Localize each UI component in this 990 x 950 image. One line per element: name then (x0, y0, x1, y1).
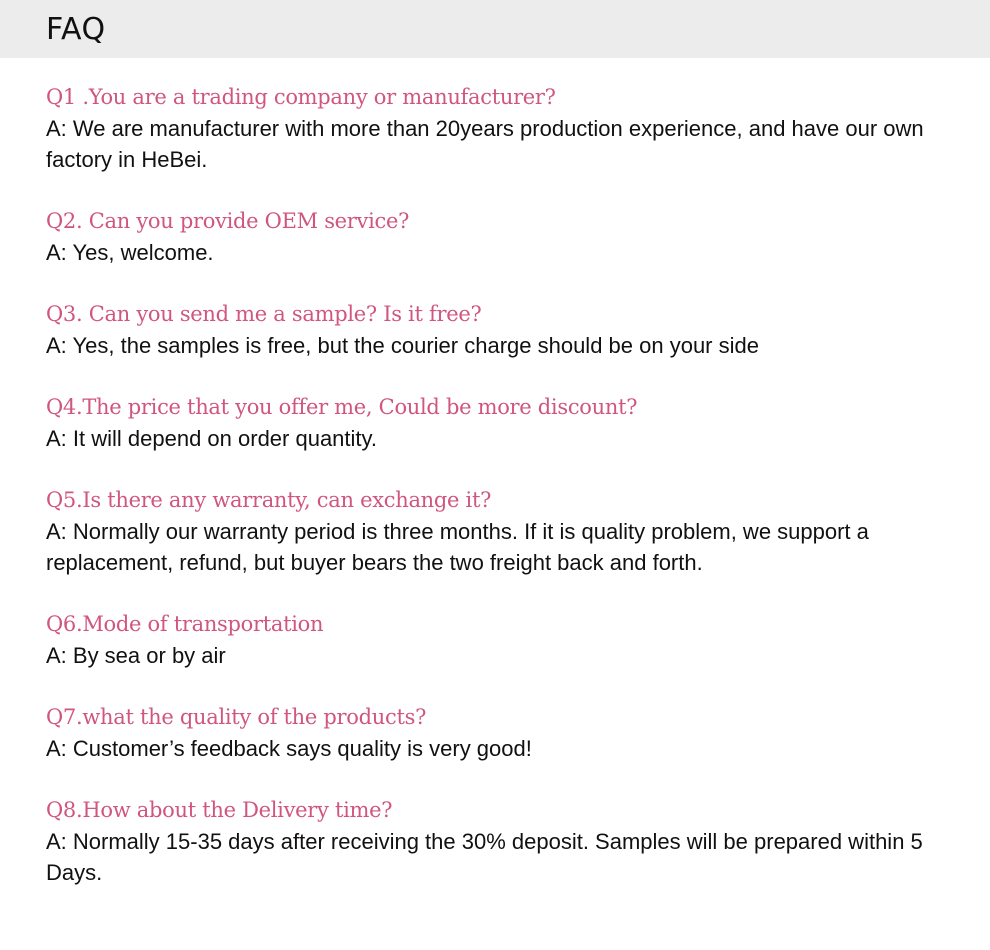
faq-question-2: Q2. Can you provide OEM service? (46, 209, 410, 233)
faq-answer-7: A: Customer’s feedback says quality is very good! (46, 736, 532, 761)
faq-header (0, 0, 990, 58)
faq-answer-2: A: Yes, welcome. (46, 240, 214, 265)
faq-item-7 (46, 702, 966, 764)
faq-question-6: Q6.Mode of transportation (46, 612, 324, 636)
faq-item-3 (46, 299, 966, 361)
page-title: FAQ (46, 12, 106, 47)
faq-list (46, 82, 966, 919)
faq-item-5 (46, 485, 966, 578)
faq-question-8: Q8.How about the Delivery time? (46, 798, 393, 822)
faq-item-1 (46, 82, 966, 175)
faq-answer-8: A: Normally 15-35 days after receiving the 30% deposit. Samples will be prepared within 5 Days. (46, 829, 923, 885)
faq-item-8 (46, 795, 966, 888)
faq-answer-6: A: By sea or by air (46, 643, 226, 668)
faq-answer-4: A: It will depend on order quantity. (46, 426, 378, 451)
faq-question-3: Q3. Can you send me a sample? Is it free? (46, 302, 482, 326)
faq-question-7: Q7.what the quality of the products? (46, 705, 427, 729)
faq-question-5: Q5.Is there any warranty, can exchange it? (46, 488, 492, 512)
faq-item-6 (46, 609, 966, 671)
faq-question-4: Q4.The price that you offer me, Could be more discount? (46, 395, 638, 419)
faq-answer-3: A: Yes, the samples is free, but the courier charge should be on your side (46, 333, 759, 358)
faq-item-2 (46, 206, 966, 268)
faq-answer-1: A: We are manufacturer with more than 20years production experience, and have our own factory in HeBei. (46, 116, 924, 172)
faq-answer-5: A: Normally our warranty period is three months. If it is quality problem, we support a replacement, refund, but buyer bears the two freight back and forth. (46, 519, 869, 575)
faq-question-1: Q1 .You are a trading company or manufacturer? (46, 85, 556, 109)
faq-item-4 (46, 392, 966, 454)
